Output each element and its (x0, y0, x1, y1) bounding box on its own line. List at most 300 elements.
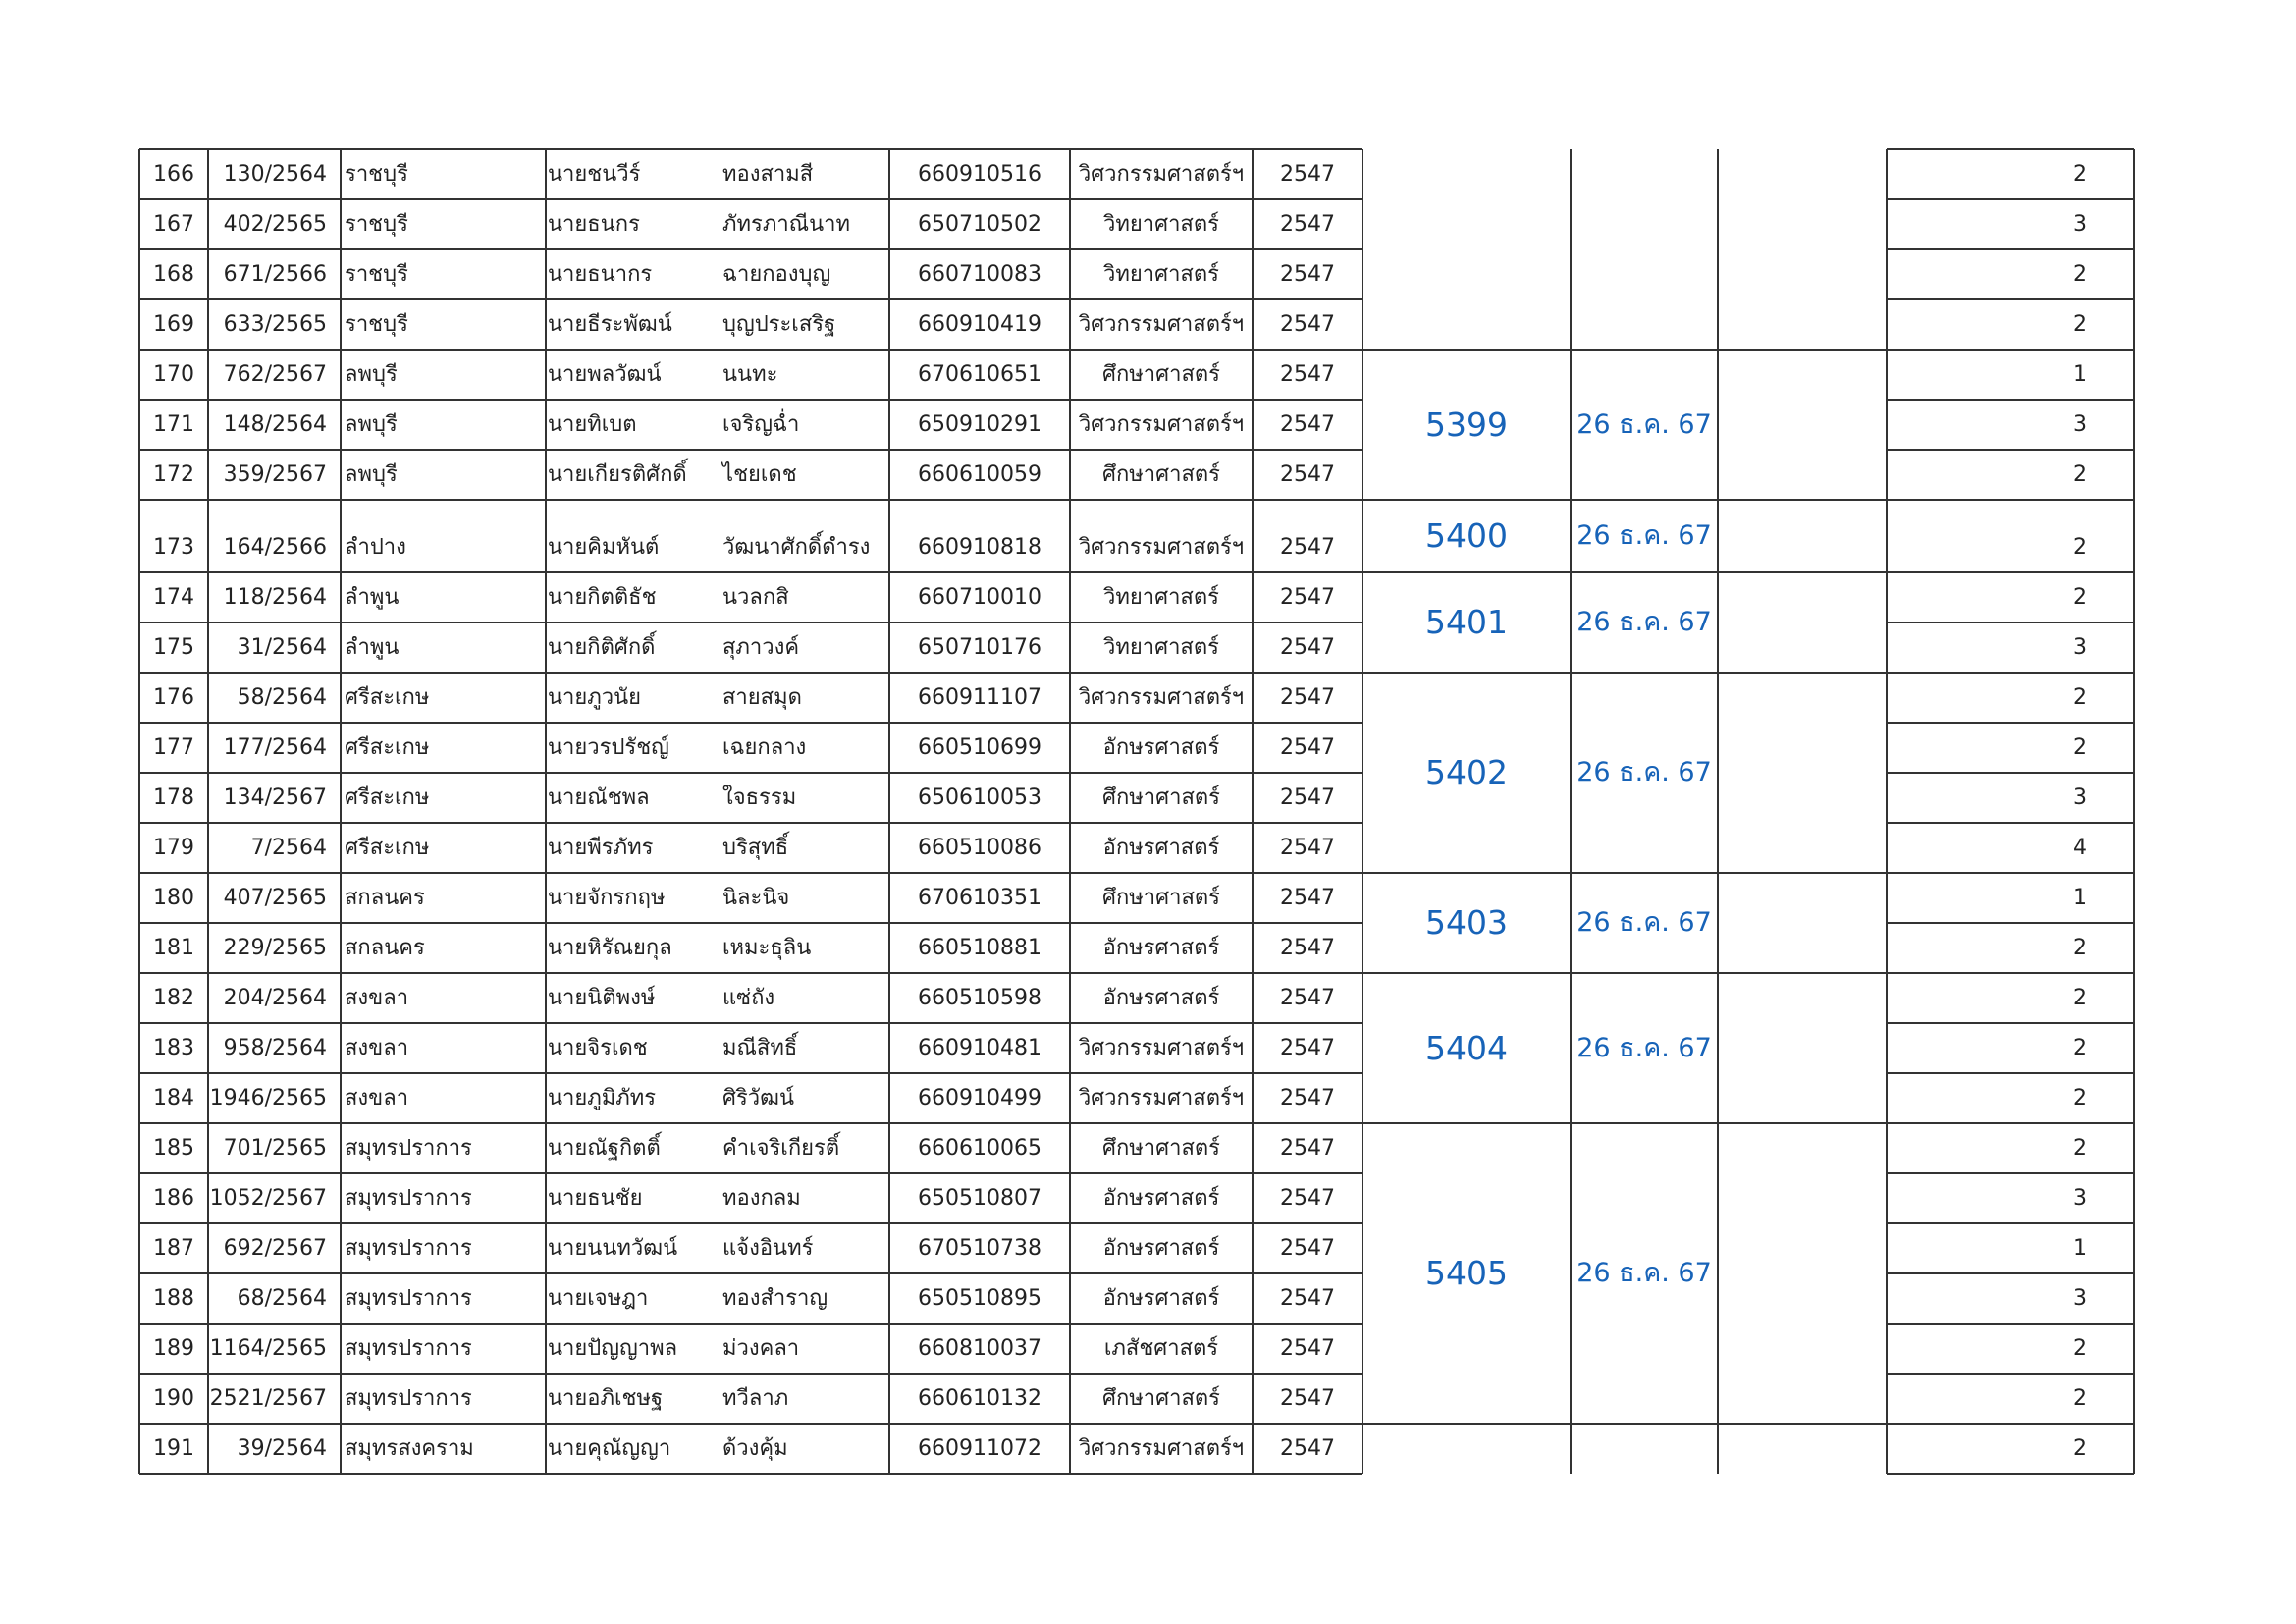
row-number: 183 (153, 1036, 194, 1060)
student-id: 660911072 (918, 1436, 1041, 1461)
count: 2 (2073, 1436, 2087, 1461)
count: 2 (2073, 262, 2087, 287)
reference-no: 633/2565 (223, 312, 327, 337)
count: 3 (2073, 1186, 2087, 1211)
row-divider (1887, 1423, 2134, 1425)
student-id: 660910499 (918, 1086, 1041, 1110)
row-divider (139, 872, 1362, 874)
row-divider (1887, 1022, 2134, 1024)
last-name: เจริญฉ่ำ (722, 412, 800, 437)
faculty: อักษรศาสตร์ (1102, 986, 1220, 1010)
row-number: 174 (153, 585, 194, 610)
first-name: นายพลวัฒน์ (548, 362, 662, 387)
row-divider (1362, 1122, 1887, 1124)
year: 2547 (1280, 685, 1335, 710)
row-divider (1887, 1473, 2134, 1475)
batch-number: 5402 (1425, 753, 1508, 791)
first-name: นายทิเบต (548, 412, 637, 437)
faculty: วิศวกรรมศาสตร์ฯ (1078, 412, 1245, 437)
batch-date: 26 ธ.ค. 67 (1576, 907, 1712, 938)
last-name: ภัทรภาณีนาท (722, 212, 850, 237)
row-divider (139, 1222, 1362, 1224)
reference-no: 118/2564 (223, 585, 327, 610)
row-divider (1887, 399, 2134, 401)
batch-number: 5399 (1425, 405, 1508, 444)
row-divider (1887, 1373, 2134, 1375)
row-divider (139, 198, 1362, 200)
student-id: 660910818 (918, 535, 1041, 560)
last-name: นวลกสิ (722, 585, 789, 610)
province: ราชบุรี (345, 312, 408, 337)
first-name: นายนนทวัฒน์ (548, 1236, 678, 1261)
row-number: 178 (153, 785, 194, 810)
count: 3 (2073, 212, 2087, 237)
row-divider (1362, 872, 1887, 874)
student-id: 660810037 (918, 1336, 1041, 1361)
student-id: 660610059 (918, 462, 1041, 487)
province: ลพบุรี (345, 462, 398, 487)
row-number: 180 (153, 886, 194, 910)
row-number: 169 (153, 312, 194, 337)
row-number: 168 (153, 262, 194, 287)
count: 2 (2073, 162, 2087, 187)
faculty: วิศวกรรมศาสตร์ฯ (1078, 1086, 1245, 1110)
year: 2547 (1280, 585, 1335, 610)
faculty: อักษรศาสตร์ (1102, 836, 1220, 860)
row-divider (139, 1323, 1362, 1325)
reference-no: 164/2566 (223, 535, 327, 560)
province: สงขลา (345, 986, 409, 1010)
province: สมุทรปราการ (345, 1236, 472, 1261)
row-divider (1887, 1272, 2134, 1274)
faculty: วิทยาศาสตร์ (1103, 262, 1219, 287)
year: 2547 (1280, 1386, 1335, 1411)
last-name: ฉายกองบุญ (722, 262, 831, 287)
reference-no: 701/2565 (223, 1136, 327, 1161)
row-divider (139, 622, 1362, 623)
data-table (139, 149, 2134, 1476)
row-divider (139, 1373, 1362, 1375)
row-divider (139, 772, 1362, 774)
province: ลำพูน (345, 635, 400, 660)
last-name: บริสุทธิ์ (722, 836, 789, 860)
row-divider (1887, 922, 2134, 924)
row-number: 171 (153, 412, 194, 437)
student-id: 650510807 (918, 1186, 1041, 1211)
faculty: วิศวกรรมศาสตร์ฯ (1078, 162, 1245, 187)
row-divider (1887, 198, 2134, 200)
student-id: 660710083 (918, 262, 1041, 287)
last-name: นิละนิจ (722, 886, 790, 910)
row-divider (1887, 298, 2134, 300)
first-name: นายเจษฎา (548, 1286, 649, 1311)
row-number: 175 (153, 635, 194, 660)
faculty: อักษรศาสตร์ (1102, 936, 1220, 960)
province: ลำปาง (345, 535, 406, 560)
row-divider (139, 399, 1362, 401)
year: 2547 (1280, 312, 1335, 337)
row-divider (1362, 499, 1887, 501)
column-divider (207, 149, 209, 1474)
last-name: สุภาวงค์ (722, 635, 800, 660)
row-divider (1887, 248, 2134, 250)
column-divider (1886, 149, 1888, 1474)
year: 2547 (1280, 162, 1335, 187)
last-name: สายสมุด (722, 685, 802, 710)
row-divider (139, 1022, 1362, 1024)
first-name: นายภูวนัย (548, 685, 642, 710)
student-id: 670610351 (918, 886, 1041, 910)
row-number: 176 (153, 685, 194, 710)
year: 2547 (1280, 1236, 1335, 1261)
faculty: วิศวกรรมศาสตร์ฯ (1078, 685, 1245, 710)
first-name: นายเกียรติศักดิ์ (548, 462, 687, 487)
row-divider (1887, 571, 2134, 573)
column-divider (888, 149, 890, 1474)
student-id: 660911107 (918, 685, 1041, 710)
faculty: อักษรศาสตร์ (1102, 1286, 1220, 1311)
year: 2547 (1280, 1436, 1335, 1461)
row-number: 191 (153, 1436, 194, 1461)
first-name: นายหิรัณยกุล (548, 936, 672, 960)
reference-no: 402/2565 (223, 212, 327, 237)
reference-no: 31/2564 (237, 635, 327, 660)
faculty: ศึกษาศาสตร์ (1102, 1386, 1220, 1411)
first-name: นายธนกร (548, 212, 640, 237)
batch-date: 26 ธ.ค. 67 (1576, 757, 1712, 787)
faculty: วิศวกรรมศาสตร์ฯ (1078, 312, 1245, 337)
count: 3 (2073, 635, 2087, 660)
last-name: มณีสิทธิ์ (722, 1036, 798, 1060)
first-name: นายกิติศักดิ์ (548, 635, 656, 660)
year: 2547 (1280, 462, 1335, 487)
count: 2 (2073, 1336, 2087, 1361)
first-name: นายกิตติธัช (548, 585, 657, 610)
first-name: นายธนากร (548, 262, 653, 287)
row-number: 172 (153, 462, 194, 487)
faculty: วิทยาศาสตร์ (1103, 212, 1219, 237)
row-divider (1362, 349, 1887, 351)
faculty: ศึกษาศาสตร์ (1102, 462, 1220, 487)
reference-no: 1164/2565 (209, 1336, 327, 1361)
reference-no: 762/2567 (223, 362, 327, 387)
year: 2547 (1280, 412, 1335, 437)
last-name: นนทะ (722, 362, 778, 387)
count: 2 (2073, 1386, 2087, 1411)
first-name: นายณัฐกิตติ์ (548, 1136, 661, 1161)
year: 2547 (1280, 1286, 1335, 1311)
province: ลพบุรี (345, 412, 398, 437)
faculty: อักษรศาสตร์ (1102, 1186, 1220, 1211)
student-id: 660910516 (918, 162, 1041, 187)
reference-no: 671/2566 (223, 262, 327, 287)
faculty: วิศวกรรมศาสตร์ฯ (1078, 1436, 1245, 1461)
student-id: 660910481 (918, 1036, 1041, 1060)
faculty: เภสัชศาสตร์ (1103, 1336, 1219, 1361)
faculty: ศึกษาศาสตร์ (1102, 886, 1220, 910)
count: 2 (2073, 1036, 2087, 1060)
row-number: 187 (153, 1236, 194, 1261)
student-id: 660510086 (918, 836, 1041, 860)
student-id: 650510895 (918, 1286, 1041, 1311)
year: 2547 (1280, 785, 1335, 810)
row-number: 188 (153, 1286, 194, 1311)
first-name: นายปัญญาพล (548, 1336, 678, 1361)
year: 2547 (1280, 1086, 1335, 1110)
row-divider (139, 248, 1362, 250)
batch-date: 26 ธ.ค. 67 (1576, 520, 1712, 551)
last-name: บุญประเสริฐ (722, 312, 836, 337)
first-name: นายชนวีร์ (548, 162, 641, 187)
first-name: นายจิรเดช (548, 1036, 648, 1060)
student-id: 670510738 (918, 1236, 1041, 1261)
batch-number: 5404 (1425, 1028, 1508, 1067)
student-id: 660510699 (918, 735, 1041, 760)
row-number: 181 (153, 936, 194, 960)
province: สมุทรปราการ (345, 1186, 472, 1211)
row-number: 170 (153, 362, 194, 387)
province: สมุทรปราการ (345, 1286, 472, 1311)
first-name: นายธีระพัฒน์ (548, 312, 672, 337)
student-id: 660610132 (918, 1386, 1041, 1411)
row-divider (139, 1423, 1362, 1425)
count: 4 (2073, 836, 2087, 860)
student-id: 660510598 (918, 986, 1041, 1010)
student-id: 650610053 (918, 785, 1041, 810)
faculty: วิทยาศาสตร์ (1103, 585, 1219, 610)
column-divider (1069, 149, 1071, 1474)
year: 2547 (1280, 735, 1335, 760)
year: 2547 (1280, 986, 1335, 1010)
row-number: 189 (153, 1336, 194, 1361)
year: 2547 (1280, 635, 1335, 660)
year: 2547 (1280, 836, 1335, 860)
province: สกลนคร (345, 936, 425, 960)
student-id: 660610065 (918, 1136, 1041, 1161)
year: 2547 (1280, 262, 1335, 287)
reference-no: 58/2564 (237, 685, 327, 710)
column-divider (545, 149, 547, 1474)
row-divider (139, 499, 1362, 501)
faculty: วิทยาศาสตร์ (1103, 635, 1219, 660)
faculty: ศึกษาศาสตร์ (1102, 785, 1220, 810)
row-divider (1887, 1222, 2134, 1224)
row-number: 179 (153, 836, 194, 860)
province: สงขลา (345, 1036, 409, 1060)
last-name: คำเจริเกียรติ์ (722, 1136, 840, 1161)
province: สกลนคร (345, 886, 425, 910)
reference-no: 39/2564 (237, 1436, 327, 1461)
reference-no: 1946/2565 (209, 1086, 327, 1110)
row-divider (1887, 1172, 2134, 1174)
faculty: ศึกษาศาสตร์ (1102, 362, 1220, 387)
column-divider (1252, 149, 1254, 1474)
row-divider (1887, 772, 2134, 774)
reference-no: 692/2567 (223, 1236, 327, 1261)
student-id: 650710176 (918, 635, 1041, 660)
row-divider (139, 148, 1362, 150)
reference-no: 177/2564 (223, 735, 327, 760)
last-name: ทองสำราญ (722, 1286, 828, 1311)
reference-no: 1052/2567 (209, 1186, 327, 1211)
row-divider (139, 1072, 1362, 1074)
batch-number: 5403 (1425, 903, 1508, 942)
row-number: 177 (153, 735, 194, 760)
last-name: ทองกลม (722, 1186, 801, 1211)
faculty: อักษรศาสตร์ (1102, 1236, 1220, 1261)
row-divider (139, 1122, 1362, 1124)
row-divider (1887, 622, 2134, 623)
province: ศรีสะเกษ (345, 735, 430, 760)
year: 2547 (1280, 212, 1335, 237)
row-number: 166 (153, 162, 194, 187)
last-name: ทวีลาภ (722, 1386, 789, 1411)
row-divider (1887, 349, 2134, 351)
year: 2547 (1280, 1036, 1335, 1060)
count: 2 (2073, 585, 2087, 610)
first-name: นายพีรภัทร (548, 836, 654, 860)
row-divider (139, 1172, 1362, 1174)
batch-date: 26 ธ.ค. 67 (1576, 408, 1712, 440)
province: สมุทรปราการ (345, 1336, 472, 1361)
row-number: 190 (153, 1386, 194, 1411)
row-divider (1887, 972, 2134, 974)
count: 3 (2073, 412, 2087, 437)
faculty: วิศวกรรมศาสตร์ฯ (1078, 1036, 1245, 1060)
reference-no: 2521/2567 (209, 1386, 327, 1411)
last-name: วัฒนาศักดิ์ดำรง (722, 535, 871, 560)
batch-number: 5400 (1425, 516, 1508, 555)
province: ลำพูน (345, 585, 400, 610)
count: 2 (2073, 462, 2087, 487)
row-number: 184 (153, 1086, 194, 1110)
row-divider (139, 822, 1362, 824)
count: 3 (2073, 1286, 2087, 1311)
last-name: ด้วงคุ้ม (722, 1436, 788, 1461)
row-divider (139, 1473, 1362, 1475)
count: 2 (2073, 986, 2087, 1010)
last-name: ศิริวัฒน์ (722, 1086, 795, 1110)
reference-no: 229/2565 (223, 936, 327, 960)
student-id: 670610651 (918, 362, 1041, 387)
province: ราชบุรี (345, 212, 408, 237)
row-divider (139, 449, 1362, 451)
last-name: ไชยเดช (722, 462, 797, 487)
column-divider (138, 149, 140, 1474)
count: 2 (2073, 936, 2087, 960)
row-divider (1887, 148, 2134, 150)
province: สมุทรปราการ (345, 1386, 472, 1411)
row-divider (139, 571, 1362, 573)
reference-no: 7/2564 (250, 836, 327, 860)
batch-date: 26 ธ.ค. 67 (1576, 1258, 1712, 1288)
last-name: ใจธรรม (722, 785, 797, 810)
student-id: 660710010 (918, 585, 1041, 610)
row-divider (1887, 1122, 2134, 1124)
reference-no: 148/2564 (223, 412, 327, 437)
count: 1 (2073, 1236, 2087, 1261)
province: ศรีสะเกษ (345, 785, 430, 810)
reference-no: 958/2564 (223, 1036, 327, 1060)
batch-number: 5405 (1425, 1254, 1508, 1292)
first-name: นายภูมิภัทร (548, 1086, 657, 1110)
count: 3 (2073, 785, 2087, 810)
last-name: แซ่ถัง (722, 986, 775, 1010)
row-divider (139, 349, 1362, 351)
student-id: 660510881 (918, 936, 1041, 960)
row-divider (1887, 449, 2134, 451)
batch-date: 26 ธ.ค. 67 (1576, 1032, 1712, 1063)
student-id: 660910419 (918, 312, 1041, 337)
first-name: นายนิติพงษ์ (548, 986, 656, 1010)
province: สมุทรสงคราม (345, 1436, 474, 1461)
last-name: ทองสามสี (722, 162, 814, 187)
row-divider (1887, 722, 2134, 724)
faculty: วิศวกรรมศาสตร์ฯ (1078, 535, 1245, 560)
first-name: นายณัชพล (548, 785, 650, 810)
row-divider (1362, 1423, 1887, 1425)
batch-number: 5401 (1425, 603, 1508, 641)
province: สมุทรปราการ (345, 1136, 472, 1161)
count: 2 (2073, 1136, 2087, 1161)
last-name: เหมะธุลิน (722, 936, 812, 960)
count: 2 (2073, 685, 2087, 710)
province: สงขลา (345, 1086, 409, 1110)
last-name: ม่วงคลา (722, 1336, 800, 1361)
faculty: ศึกษาศาสตร์ (1102, 1136, 1220, 1161)
first-name: นายธนชัย (548, 1186, 643, 1211)
year: 2547 (1280, 1136, 1335, 1161)
reference-no: 204/2564 (223, 986, 327, 1010)
year: 2547 (1280, 936, 1335, 960)
row-number: 167 (153, 212, 194, 237)
student-id: 650710502 (918, 212, 1041, 237)
province: ศรีสะเกษ (345, 836, 430, 860)
count: 2 (2073, 735, 2087, 760)
row-number: 185 (153, 1136, 194, 1161)
reference-no: 134/2567 (223, 785, 327, 810)
province: ลพบุรี (345, 362, 398, 387)
province: ราชบุรี (345, 262, 408, 287)
column-divider (2133, 149, 2135, 1474)
year: 2547 (1280, 1186, 1335, 1211)
year: 2547 (1280, 362, 1335, 387)
count: 2 (2073, 535, 2087, 560)
reference-no: 68/2564 (237, 1286, 327, 1311)
count: 2 (2073, 312, 2087, 337)
row-divider (139, 672, 1362, 674)
province: ราชบุรี (345, 162, 408, 187)
row-divider (1887, 1323, 2134, 1325)
row-divider (1362, 972, 1887, 974)
student-id: 650910291 (918, 412, 1041, 437)
row-divider (139, 972, 1362, 974)
last-name: เฉยกลาง (722, 735, 807, 760)
reference-no: 359/2567 (223, 462, 327, 487)
reference-no: 407/2565 (223, 886, 327, 910)
first-name: นายอภิเชษฐ (548, 1386, 664, 1411)
year: 2547 (1280, 886, 1335, 910)
year: 2547 (1280, 1336, 1335, 1361)
row-number: 173 (153, 535, 194, 560)
first-name: นายคิมหันต์ (548, 535, 660, 560)
faculty: อักษรศาสตร์ (1102, 735, 1220, 760)
year: 2547 (1280, 535, 1335, 560)
row-divider (1362, 571, 1887, 573)
row-number: 186 (153, 1186, 194, 1211)
row-divider (139, 1272, 1362, 1274)
count: 2 (2073, 1086, 2087, 1110)
